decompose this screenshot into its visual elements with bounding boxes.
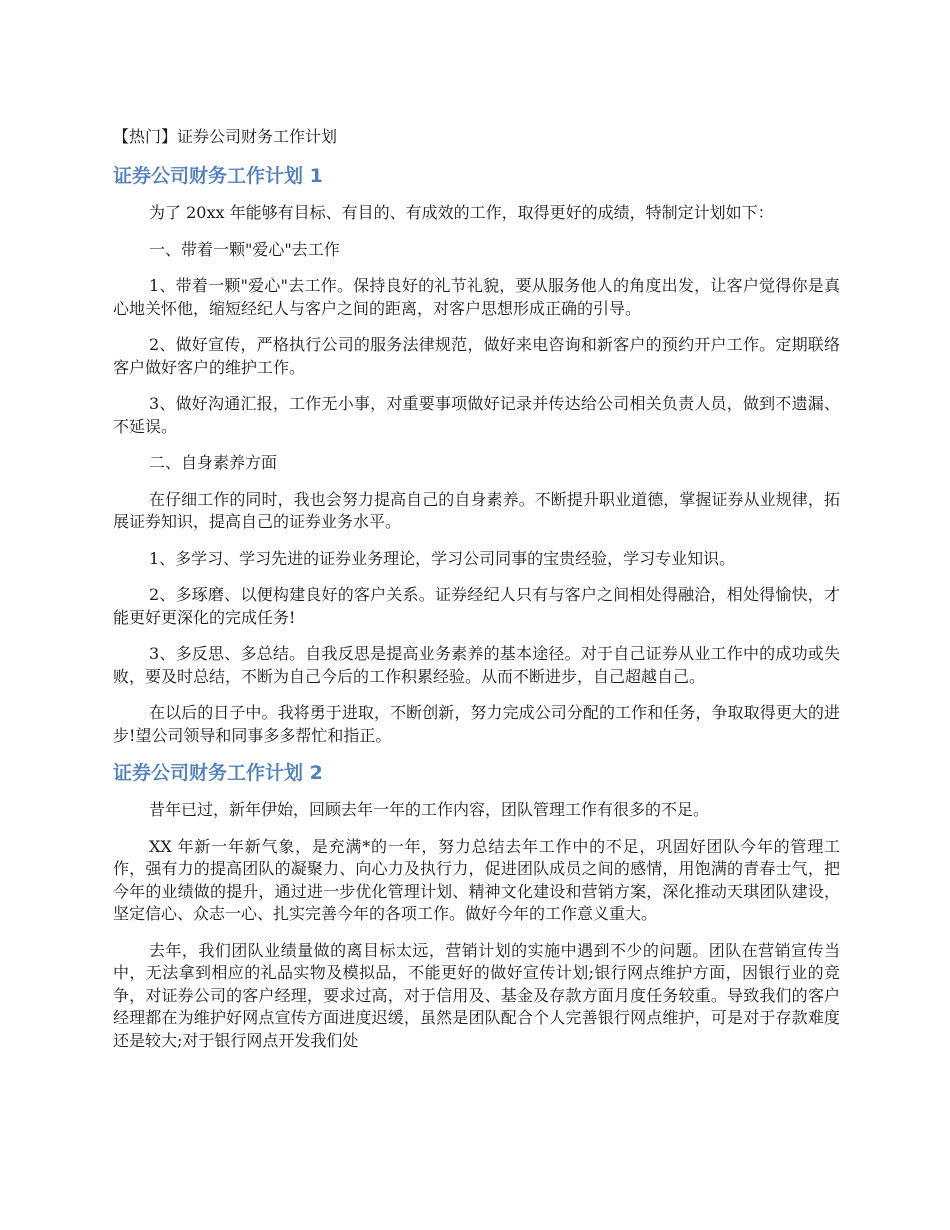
paragraph: 去年，我们团队业绩量做的离目标太远，营销计划的实施中遇到不少的问题。团队在营销宣传当中，无法拿到相应的礼品实物及模拟品，不能更好的做好宣传计划;银行网点维护方面，因银行业的竞争，对证券公司的客户经理，要求过高，对于信用及、基金及存款方面月度任务较重。导致我们的客户经理都在为维护好网点宣传方面进度迟缓，虽然是团队配合个人完善银行网点维护，可是对于存款难度还是较大;对于银行网点开发我们处 xyxy=(113,940,840,1050)
paragraph: 在以后的日子中。我将勇于进取，不断创新，努力完成公司分配的工作和任务，争取取得更大的进步!望公司领导和同事多多帮忙和指正。 xyxy=(113,703,840,745)
paragraph: 3、多反思、多总结。自我反思是提高业务素养的基本途径。对于自己证券从业工作中的成功或失败，要及时总结，不断为自己今后的工作积累经验。从而不断进步，自己超越自己。 xyxy=(113,644,840,686)
section-heading: 证券公司财务工作计划 1 xyxy=(113,165,323,187)
section-heading: 证券公司财务工作计划 2 xyxy=(113,762,323,784)
section-plan-1 xyxy=(113,164,840,747)
paragraph: 2、多琢磨、以便构建良好的客户关系。证券经纪人只有与客户之间相处得融洽，相处得愉快，才能更好更深化的完成任务! xyxy=(113,585,840,627)
paragraph: 为了 20xx 年能够有目标、有目的、有成效的工作，取得更好的成绩，特制定计划如下： xyxy=(149,203,774,222)
paragraph: 1、多学习、学习先进的证券业务理论，学习公司同事的宝贵经验，学习专业知识。 xyxy=(149,548,736,568)
subheading-paragraph: 二、自身素养方面 xyxy=(149,453,278,472)
paragraph: 3、做好沟通汇报，工作无小事，对重要事项做好记录并传达给公司相关负责人员，做到不遗漏、不延误。 xyxy=(113,394,840,436)
paragraph: XX 年新一年新气象，是充满*的一年，努力总结去年工作中的不足，巩固好团队今年的管理工作，强有力的提高团队的凝聚力、向心力及执行力，促进团队成员之间的感情，用饱满的青春士气，把今年的业绩做的提升，通过进一步优化管理计划、精神文化建设和营销方案，深化推动天琪团队建设，坚定信心、众志一心、扎实完善今年的各项工作。做好今年的工作意义重大。 xyxy=(113,836,840,923)
paragraph: 在仔细工作的同时，我也会努力提高自己的自身素养。不断提升职业道德，掌握证券从业规律，拓展证券知识，提高自己的证券业务水平。 xyxy=(113,489,840,531)
paragraph: 昔年已过，新年伊始，回顾去年一年的工作内容，团队管理工作有很多的不足。 xyxy=(149,800,710,819)
paragraph: 2、做好宣传，严格执行公司的服务法律规范，做好来电咨询和新客户的预约开户工作。定期联络客户做好客户的维护工作。 xyxy=(113,335,840,377)
document-page xyxy=(113,126,840,1066)
section-plan-2 xyxy=(113,761,840,1052)
paragraph: 1、带着一颗"爱心"去工作。保持良好的礼节礼貌，要从服务他人的角度出发，让客户觉得你是真心地关怀他，缩短经纪人与客户之间的距离，对客户思想形成正确的引导。 xyxy=(113,276,840,318)
subheading-paragraph: 一、带着一颗"爱心"去工作 xyxy=(149,239,340,259)
document-title: 【热门】证券公司财务工作计划 xyxy=(113,127,338,146)
